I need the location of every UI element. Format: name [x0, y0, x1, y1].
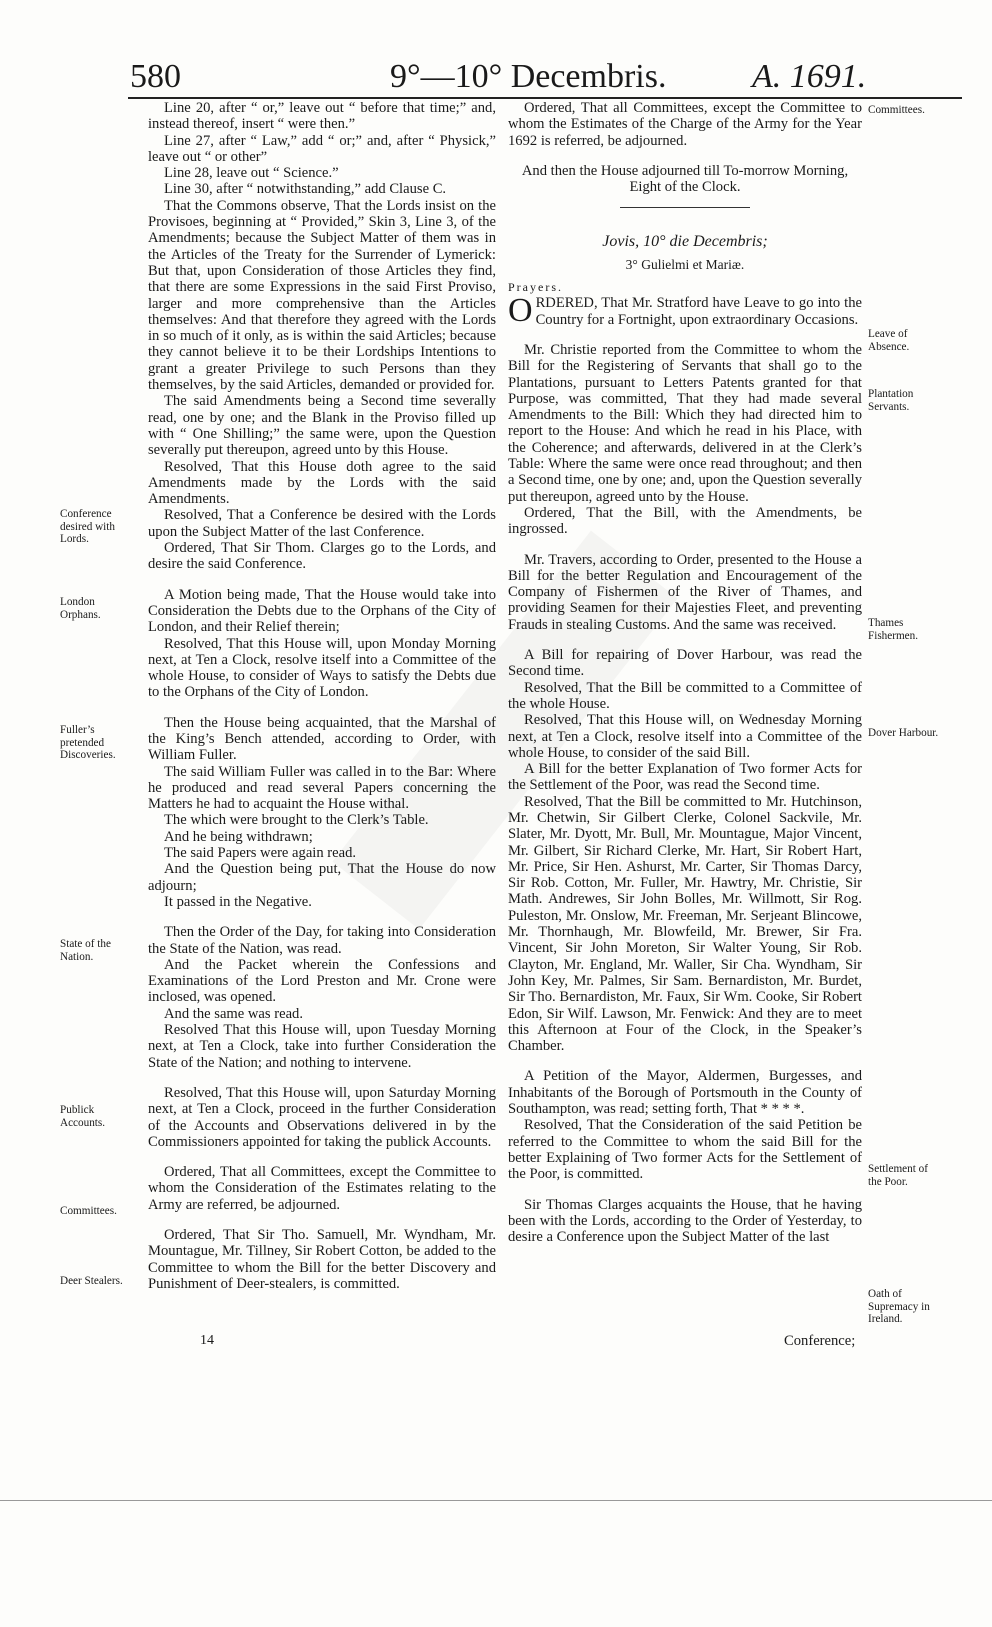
paragraph: Resolved, That this House will, upon Saturday Morning next, at Ten a Clock, proceed in the further Consideration of the Accounts and Observations delivered in by the Commissioners appointed for taking the publick Accounts. [148, 1084, 496, 1150]
margin-note: Oath of Supremacy in Ireland. [868, 1288, 930, 1326]
paragraph: And he being withdrawn; [164, 828, 313, 845]
margin-note: Conference desired with Lords. [60, 508, 115, 546]
paragraph: Resolved That this House will, upon Tuesday Morning next, at Ten a Clock, take into further Consideration the State of the Nation; and nothing to intervene. [148, 1022, 496, 1071]
paragraph: Resolved, That the Bill be committed to Mr. Hutchinson, Mr. Chetwin, Sir Gilbert Clerke, Colonel Sackvile, Mr. Slater, Mr. Dyott, Mr. Bull, Mr. Mountague, Major Vincent, Mr. Gilbert, Sir Richard Clerke, Mr. Hart, Sir Robert Hart, Mr. Price, Sir Hen. Ashurst, Mr. Carter, Sir Thomas Darcy, Sir Rob. Cotton, Mr. Fuller, Mr. Hawtry, Mr. Christie, Sir Math. Andrewes, Sir John Bolles, Mr. Willmott, Sir Rog. Puleston, Mr. Onslow, Mr. Freeman, Mr. Serjeant Blincowe, Mr. Thornhaugh, Mr. Blowfeild, Mr. Brewer, Sir Fra. Vincent, Sir John Moreton, Sir Walter Young, Sir Rob. Clayton, Mr. England, Mr. Waller, Sir Cha. Wyndham, Sir John Key, Mr. Palmes, Sir Sam. Bernardiston, Mr. Burdet, Sir Tho. Bernardiston, Mr. Faux, Sir Wm. Cooke, Sir Robert Edon, Sir Wilf. Lawson, Mr. Fenwick: And they are to meet this Afternoon at Four of the Clock, in the Speaker’s Chamber. [508, 793, 862, 1055]
paragraph: Sir Thomas Clarges acquaints the House, that he having been with the Lords, according to the Order of Yesterday, to desire a Conference upon the Subject Matter of the last [508, 1196, 862, 1246]
right-column [508, 100, 862, 1245]
adjournment-note: And then the House adjourned till To-morrow Morning, Eight of the Clock. [521, 162, 849, 196]
regnal-year: 3° Gulielmi et Mariæ. [625, 256, 745, 272]
paragraph: Line 20, after “ or,” leave out “ before that time;” and, instead thereof, insert “ were then.” [148, 100, 496, 133]
paragraph [508, 292, 862, 330]
paragraph: Ordered, That all Committees, except the Committee to whom the Consideration of the Estimates relating to the Army are referred, be adjourned. [148, 1164, 496, 1213]
paragraph: And the Question being put, That the House do now adjourn; [148, 861, 496, 894]
paragraph: Ordered, That all Committees, except the Committee to whom the Estimates of the Charge of the Army for the Year 1692 is referred, be adjourned. [508, 100, 862, 149]
margin-note: Publick Accounts. [60, 1104, 106, 1129]
paragraph: The said William Fuller was called in to the Bar: Where he produced and read several Papers concerning the Matters he had to acquaint the House withal. [148, 763, 496, 813]
paragraph: The said Amendments being a Second time severally read, one by one; and the Blank in the Proviso filled up with “ One Shilling;” the same were, upon the Question severally put thereupon, agreed unto by this House. [148, 393, 496, 459]
page-year: A. 1691. [752, 58, 867, 95]
bottom-rule [0, 1500, 992, 1501]
margin-note: Fuller’s pretended Discoveries. [60, 724, 116, 762]
prayers-heading: Prayers. [508, 280, 563, 295]
paragraph: Line 30, after “ notwithstanding,” add Clause C. [164, 181, 447, 198]
left-column [148, 100, 496, 1292]
header-rule [128, 97, 962, 99]
margin-note: Thames Fishermen. [868, 617, 919, 642]
paragraph: Resolved, That a Conference be desired with the Lords upon the Subject Matter of the last Conference. [148, 507, 496, 540]
paragraph: A Motion being made, That the House would take into Consideration the Debts due to the Orphans of the City of London, and their Relief therein; [148, 586, 496, 636]
paragraph: It passed in the Negative. [164, 893, 312, 910]
paragraph: Resolved, That the Bill be committed to a Committee of the whole House. [508, 679, 862, 712]
paragraph: A Petition of the Mayor, Aldermen, Burgesses, and Inhabitants of the Borough of Portsmouth in the County of Southampton, was read; setting forth, That * * * *. [508, 1068, 862, 1118]
paragraph: Mr. Travers, according to Order, presented to the House a Bill for the better Regulation and Encouragement of the Company of Fishermen of the River of Thames, and providing Seamen for their Majesties Fleet, and preventing Frauds in stealing Customs. And the same was received. [508, 551, 862, 633]
paragraph: And the same was read. [164, 1005, 303, 1022]
section-rule [620, 207, 750, 208]
margin-note: London Orphans. [60, 596, 101, 621]
paragraph: And the Packet wherein the Confessions and Examinations of the Lord Preston and Mr. Crone were inclosed, was opened. [148, 956, 496, 1006]
catchword: Conference; [784, 1333, 856, 1349]
paragraph: A Bill for repairing of Dover Harbour, was read the Second time. [508, 647, 862, 680]
margin-note: Leave of Absence. [868, 328, 910, 353]
paragraph: Then the Order of the Day, for taking into Consideration the State of the Nation, was read. [148, 924, 496, 957]
paragraph: Resolved, That this House doth agree to the said Amendments made by the Lords with the said Amendments. [148, 458, 496, 508]
paragraph: Line 27, after “ Law,” add “ or;” and, after “ Physick,” leave out “ or other” [148, 132, 496, 165]
paragraph-text: RDERED, That Mr. Stratford have Leave to go into the Country for a Fortnight, upon extraordinary Occasions. [535, 295, 862, 328]
paragraph: Ordered, That the Bill, with the Amendments, be ingrossed. [508, 504, 862, 538]
signature-mark: 14 [200, 1333, 214, 1348]
paragraph: Ordered, That Sir Thom. Clarges go to the Lords, and desire the said Conference. [148, 540, 496, 573]
margin-note: Deer Stealers. [60, 1275, 123, 1287]
margin-note: State of the Nation. [60, 938, 111, 963]
paragraph: Ordered, That Sir Tho. Samuell, Mr. Wyndham, Mr. Mountague, Mr. Tillney, Sir Robert Cotton, be added to the Committee to whom the Bill for the better Discovery and Punishment of Deer-stealers, is committed. [148, 1227, 496, 1292]
paragraph: Resolved, That this House will, on Wednesday Morning next, at Ten a Clock, resolve itself into a Committee of the whole House, to consider of the said Bill. [508, 712, 862, 761]
day-heading: Jovis, 10° die Decembris; [602, 233, 768, 251]
margin-note: Settlement of the Poor. [868, 1163, 928, 1188]
paragraph: Mr. Christie reported from the Committee to whom the Bill for the Registering of Servants that shall go to the Plantations, pursuant to Letters Patents granted for that Purpose, was committed, That they had made several Amendments to the Bill: Which they had directed him to report to the House: And which he read in his Place, with the Coherence; and afterwards, delivered in at the Clerk’s Table: Where the same were once read throughout; and then a Second time, one by one; and, upon the Question severally put thereupon, agreed unto by the House. [508, 341, 862, 505]
paragraph: That the Commons observe, That the Lords insist on the Provisoes, beginning at “ Provided,” Skin 3, Line 3, of the Amendments; because the Subject Matter of them was in the Articles of the Treaty for the Surrender of Lymerick: But that, upon Consideration of those Articles they find, that there are some Expressions in the said First Proviso, larger and more comprehensive than the Articles themselves: And that therefore they agreed with the Lords in so much of it only, as is within the said Articles; because they cannot believe it to be their Lordships Intentions to grant a greater Privilege to such Persons than they themselves, by the said Articles, demanded or provided for. [148, 197, 496, 394]
margin-note: Plantation Servants. [868, 388, 914, 413]
paragraph: The said Papers were again read. [164, 845, 357, 862]
paragraph: Resolved, That this House will, upon Monday Morning next, at Ten a Clock, resolve itself into a Committee of the whole House, to consider of Ways to satisfy the Debts due to the Orphans of the City of London. [148, 635, 496, 701]
drop-cap: O [508, 292, 533, 330]
page-number: 580 [130, 58, 181, 95]
margin-note: Dover Harbour. [868, 727, 939, 739]
paragraph: Resolved, That the Consideration of the said Petition be referred to the Committee to whom the said Bill for the better Explaining of Two former Acts for the Settlement of the Poor, is committed. [508, 1117, 862, 1183]
page-date: 9°—10° Decembris. [390, 58, 667, 95]
page-header [0, 58, 992, 98]
paragraph: A Bill for the better Explanation of Two former Acts for the Settlement of the Poor, was read the Second time. [508, 761, 862, 794]
margin-note: Committees. [60, 1205, 117, 1217]
margin-note: Committees. [868, 104, 925, 116]
paragraph: The which were brought to the Clerk’s Table. [164, 812, 429, 829]
paragraph: Line 28, leave out “ Science.” [164, 165, 339, 182]
paragraph: Then the House being acquainted, that the Marshal of the King’s Bench attended, according to Order, with William Fuller. [148, 714, 496, 764]
